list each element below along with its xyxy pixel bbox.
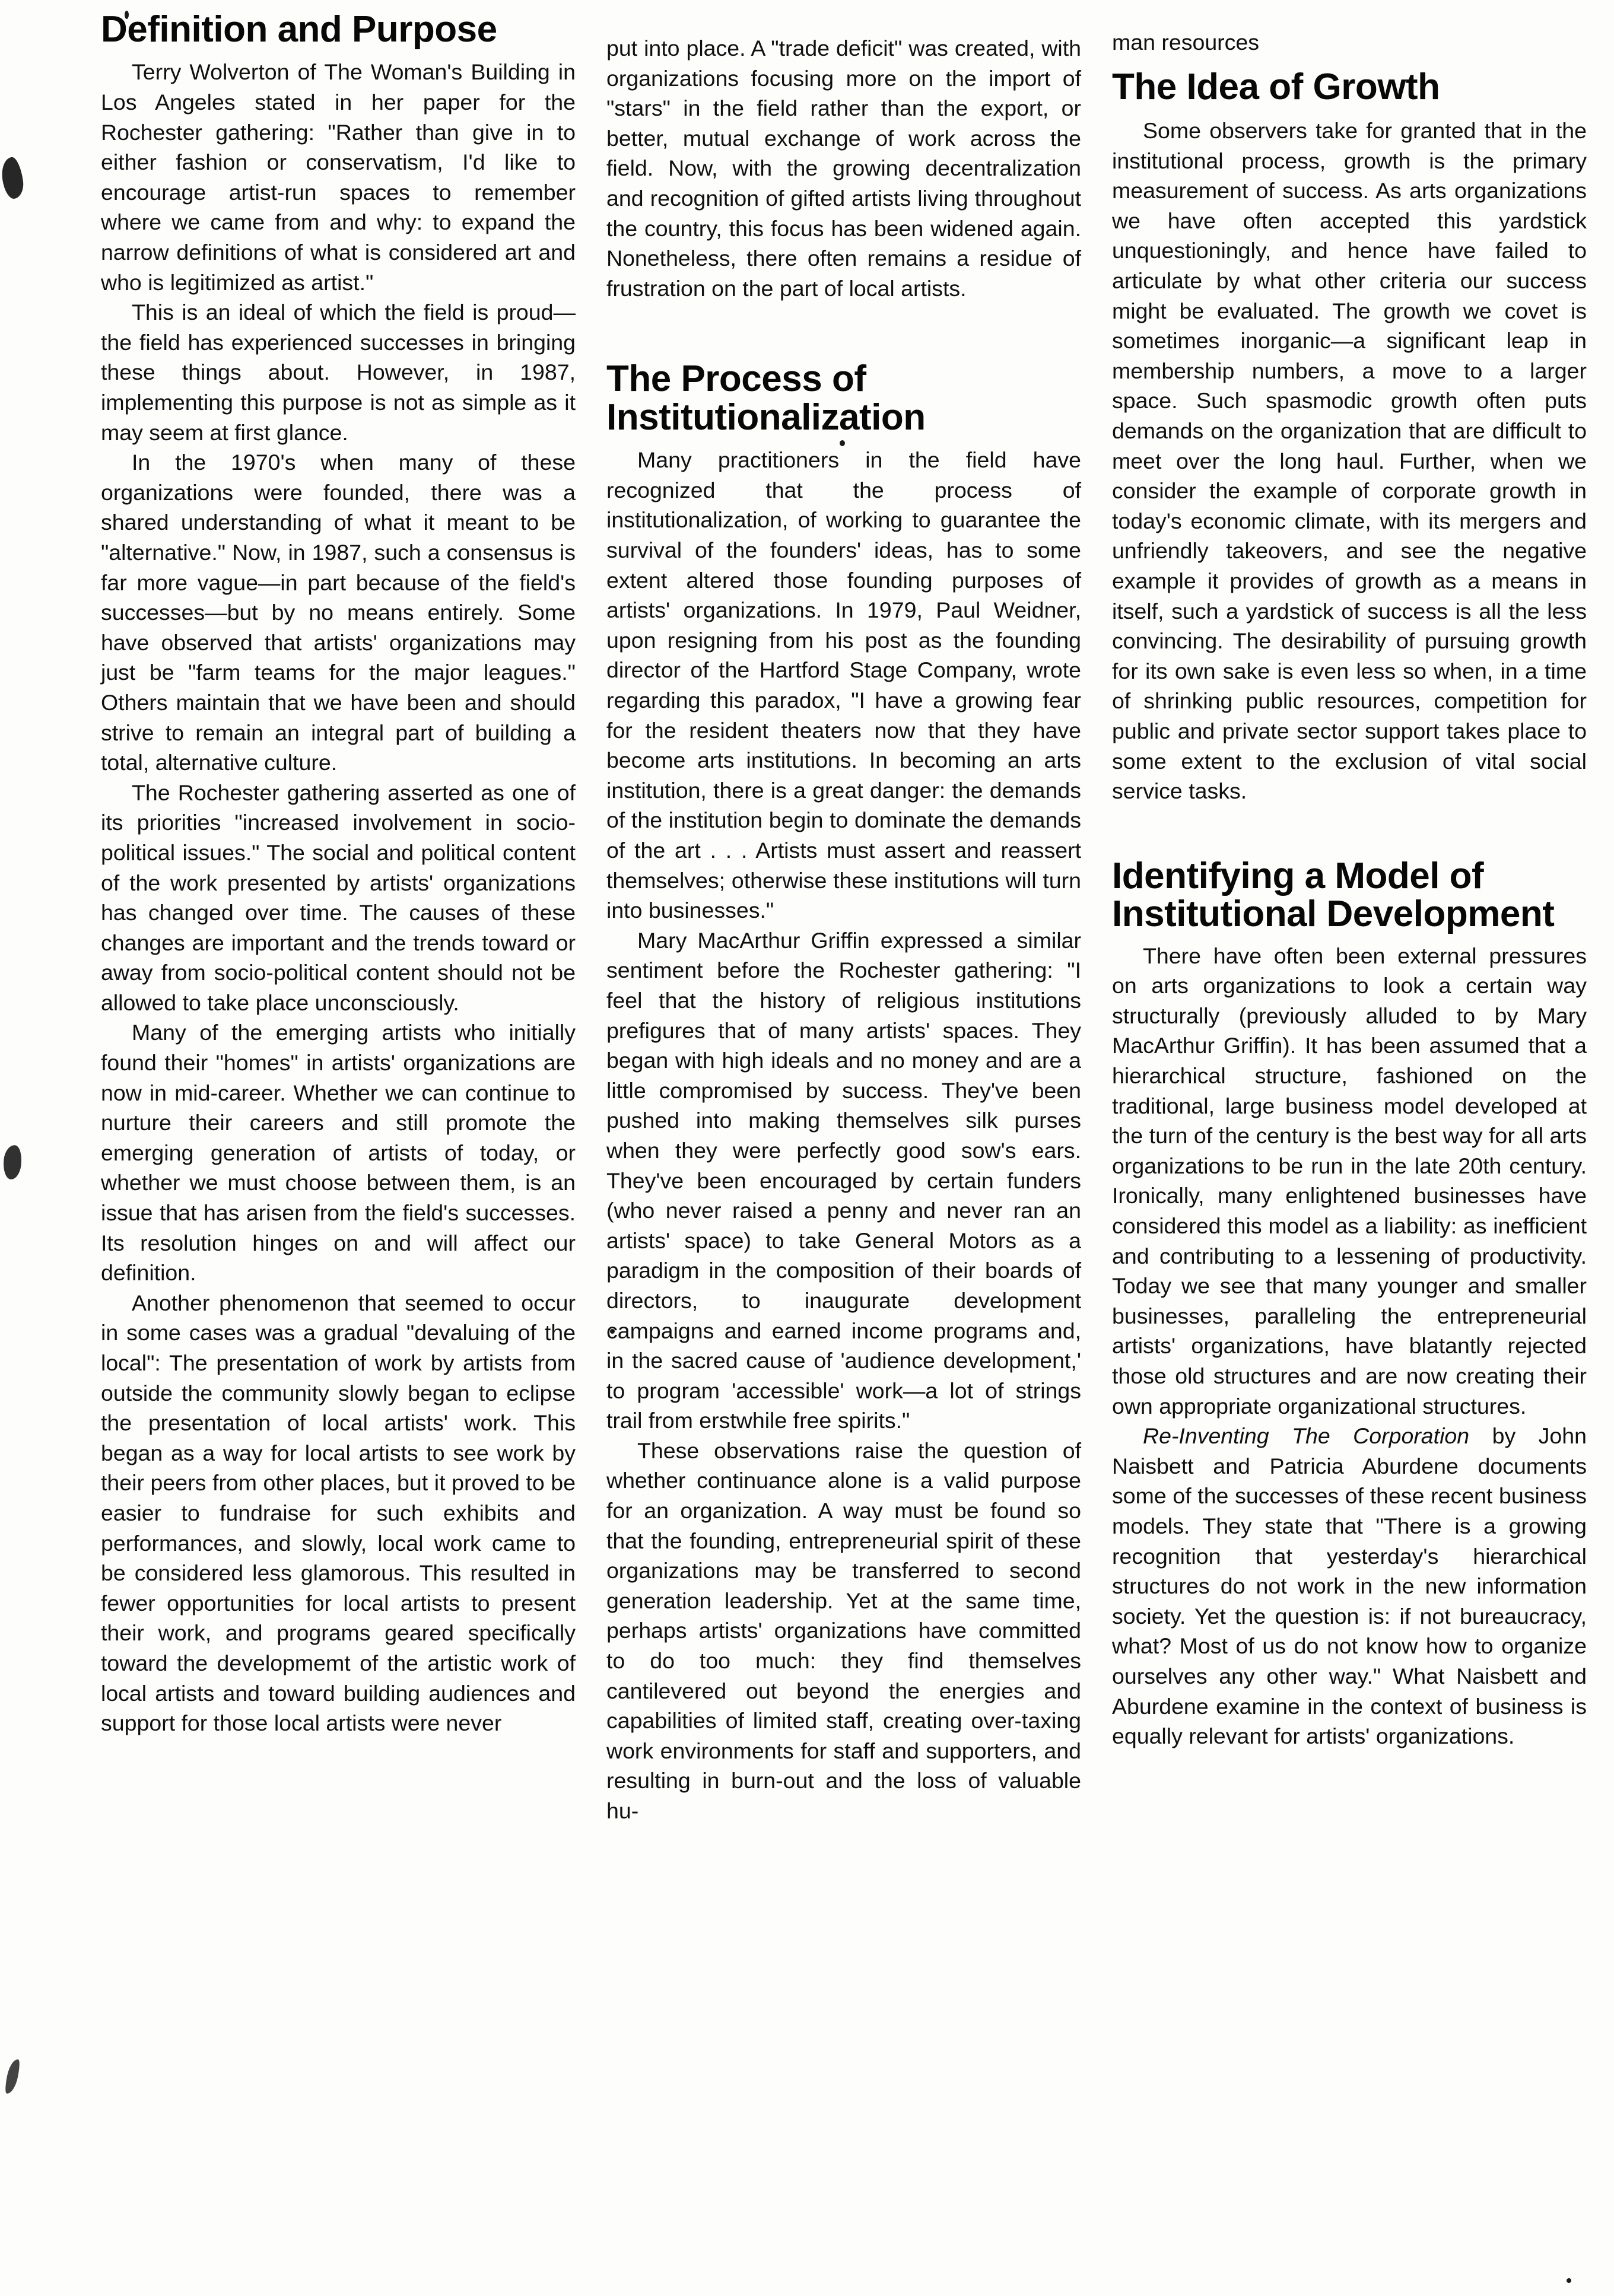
section-heading-the-process-of-institutionalization: The Process of Institutionalization (606, 358, 926, 438)
paragraph: Terry Wolverton of The Woman's Building in Los Angeles stated in her paper for the Rochester gathering: "Rather than give in to either fashion or conservatism, I'd like to encourage artist-run spaces to remember where we came from and why: to expand the narrow definitions of what is considered art and who is legitimized as artist." (101, 59, 576, 295)
paragraph: In the 1970's when many of these organizations were founded, there was a shared understanding of what it meant to be "alternative." Now, in 1987, such a consensus is far more vague—in part because of the field's successes—but by no means entirely. Some have observed that artists' organizations may just be "farm teams for the major leagues." Others maintain that we have been and should strive to remain an integral part of building a total, alternative culture. (101, 450, 576, 775)
book-citation-body: by John Naisbett and Patricia Aburdene documents some of the successes of these recent business models. They state that "There is a growing recognition that yesterday's hierarchical structures do not work in the new information society. Yet the question is: if not bureaucracy, what? Most of us do not know how to organize ourselves any other way." What Naisbett and Aburdene examine in the context of business is equally relevant for artists' organizations. (1112, 1423, 1587, 1749)
article-column-2 (606, 11, 1081, 1826)
paragraph-continuation-from-column-1: put into place. A "trade deficit" was created, with organizations focusing more on the import of "stars" in the field rather than the export, or better, mutual exchange of work across the field. Now, with the growing decentralization and recognition of gifted artists living throughout the country, this focus has been widened again. Nonetheless, there often remains a residue of frustration on the part of local artists. (606, 36, 1081, 301)
paragraph: There have often been external pressures on arts organizations to look a certain way structurally (previously alluded to by Mary MacArthur Griffin). It has been assumed that a hierarchical structure, fashioned on the traditional, large business model developed at the turn of the century is the best way for all arts organizations to be run in the late 20th century. Ironically, many enlightened businesses have considered this model as a liability: as inefficient and contributing to a lessening of productivity. Today we see that many younger and smaller businesses, paralleling the entrepreneurial artists' organizations, have blatantly rejected those old structures and are now creating their own appropriate organizational structures. (1112, 943, 1587, 1419)
paragraph: This is an ideal of which the field is proud—the field has experienced successes in bringing these things about. However, in 1987, implementing this purpose is not as simple as it may seem at first glance. (101, 300, 576, 445)
article-column-1 (101, 11, 576, 1738)
section-heading-the-idea-of-growth: The Idea of Growth (1112, 66, 1440, 107)
paragraph: Some observers take for granted that in the institutional process, growth is the primary measurement of success. As arts organizations we have often accepted this yardstick unquestioningly, and hence have failed to articulate by what other criteria our success might be evaluated. The growth we covet is sometimes inorganic—a significant leap in membership numbers, a move to a larger space. Such spasmodic growth often puts demands on the organization that are difficult to meet over the long haul. Further, when we consider the example of corporate growth in today's economic climate, with its mergers and unfriendly takeovers, and see the negative example it provides of growth as a means in itself, such a yardstick of success is all the less convincing. The desirability of pursuing growth for its own sake is even less so when, in a time of shrinking public resources, competition for public and private sector support takes place to some extent to the exclusion of vital social service tasks. (1112, 118, 1587, 804)
paragraph: These observations raise the question of whether continuance alone is a valid purpose for an organization. A way must be found so that the founding, entrepreneurial spirit of these organizations may be transferred to second generation leadership. Yet at the same time, perhaps artists' organizations have committed to do too much: they find themselves cantilevered out beyond the energies and capabilities of limited staff, creating over-taxing work environments for staff and supporters, and resulting in burn-out and the loss of valuable hu- (606, 1438, 1081, 1823)
paragraph: The Rochester gathering asserted as one of its priorities "increased involvement in socio-political issues." The social and political content of the work presented by artists' organizations has changed over time. The causes of these changes are important and the trends toward or away from socio-political content should not be allowed to take place unconsciously. (101, 780, 576, 1015)
paragraph: Another phenomenon that seemed to occur in some cases was a gradual "devaluing of the local": The presentation of work by artists from outside the community slowly began to eclipse the presentation of local artists' work. This began as a way for local artists to see work by their peers from other places, but it proved to be easier to fundraise for such exhibits and performances, and slowly, local work came to be considered less glamorous. This resulted in fewer opportunities for local artists to present their work, and programs geared specifically toward the developmemt of the artistic work of local artists and toward building audiences and support for those local artists were never (101, 1290, 576, 1736)
book-title-italic: Re-Inventing The Corporation (1143, 1423, 1470, 1449)
article-column-3 (1112, 11, 1587, 1751)
paragraph: Many practitioners in the field have recognized that the process of institutionalization, of working to guarantee the survival of the founders' ideas, has to some extent altered those founding purposes of artists' organizations. In 1979, Paul Weidner, upon resigning from his post as the founding director of the Hartford Stage Company, wrote regarding this paradox, "I have a growing fear for the resident theaters now that they have become arts institutions. In becoming an arts institution, there is a great danger: the demands of the institution begin to dominate the demands of the art . . . Artists must assert and reassert themselves; otherwise these institutions will turn into businesses." (606, 447, 1081, 923)
paragraph-continuation-from-column-2: man resources (1112, 30, 1260, 55)
paragraph: Many of the emerging artists who initially found their "homes" in artists' organizations are now in mid-career. Whether we can continue to nurture their careers and still promote the emerging generation of artists of today, or whether we must choose between them, is an issue that has arisen from the field's successes. Its resolution hinges on and will affect our definition. (101, 1020, 576, 1286)
section-heading-definition-and-purpose: Definition and Purpose (101, 9, 497, 50)
paragraph: Mary MacArthur Griffin expressed a similar sentiment before the Rochester gathering: "I feel that the history of religious institutions prefigures that of many artists' spaces. They began with high ideals and no money and are a little compromised by success. They've been pushed into making themselves silk purses when they were perfectly good sow's ears. They've been encouraged by certain funders (who never raised a penny and never ran an artists' space) to take General Motors as a paradigm in the composition of their boards of directors, to inaugurate development campaigns and earned income programs and, in the sacred cause of 'audience development,' to program 'accessible' work—a lot of strings trail from erstwhile free spirits." (606, 927, 1081, 1433)
section-heading-identifying-a-model-of-institutional-development: Identifying a Model of Institutional Development (1112, 855, 1555, 935)
paragraph-book-citation (1112, 1421, 1587, 1751)
